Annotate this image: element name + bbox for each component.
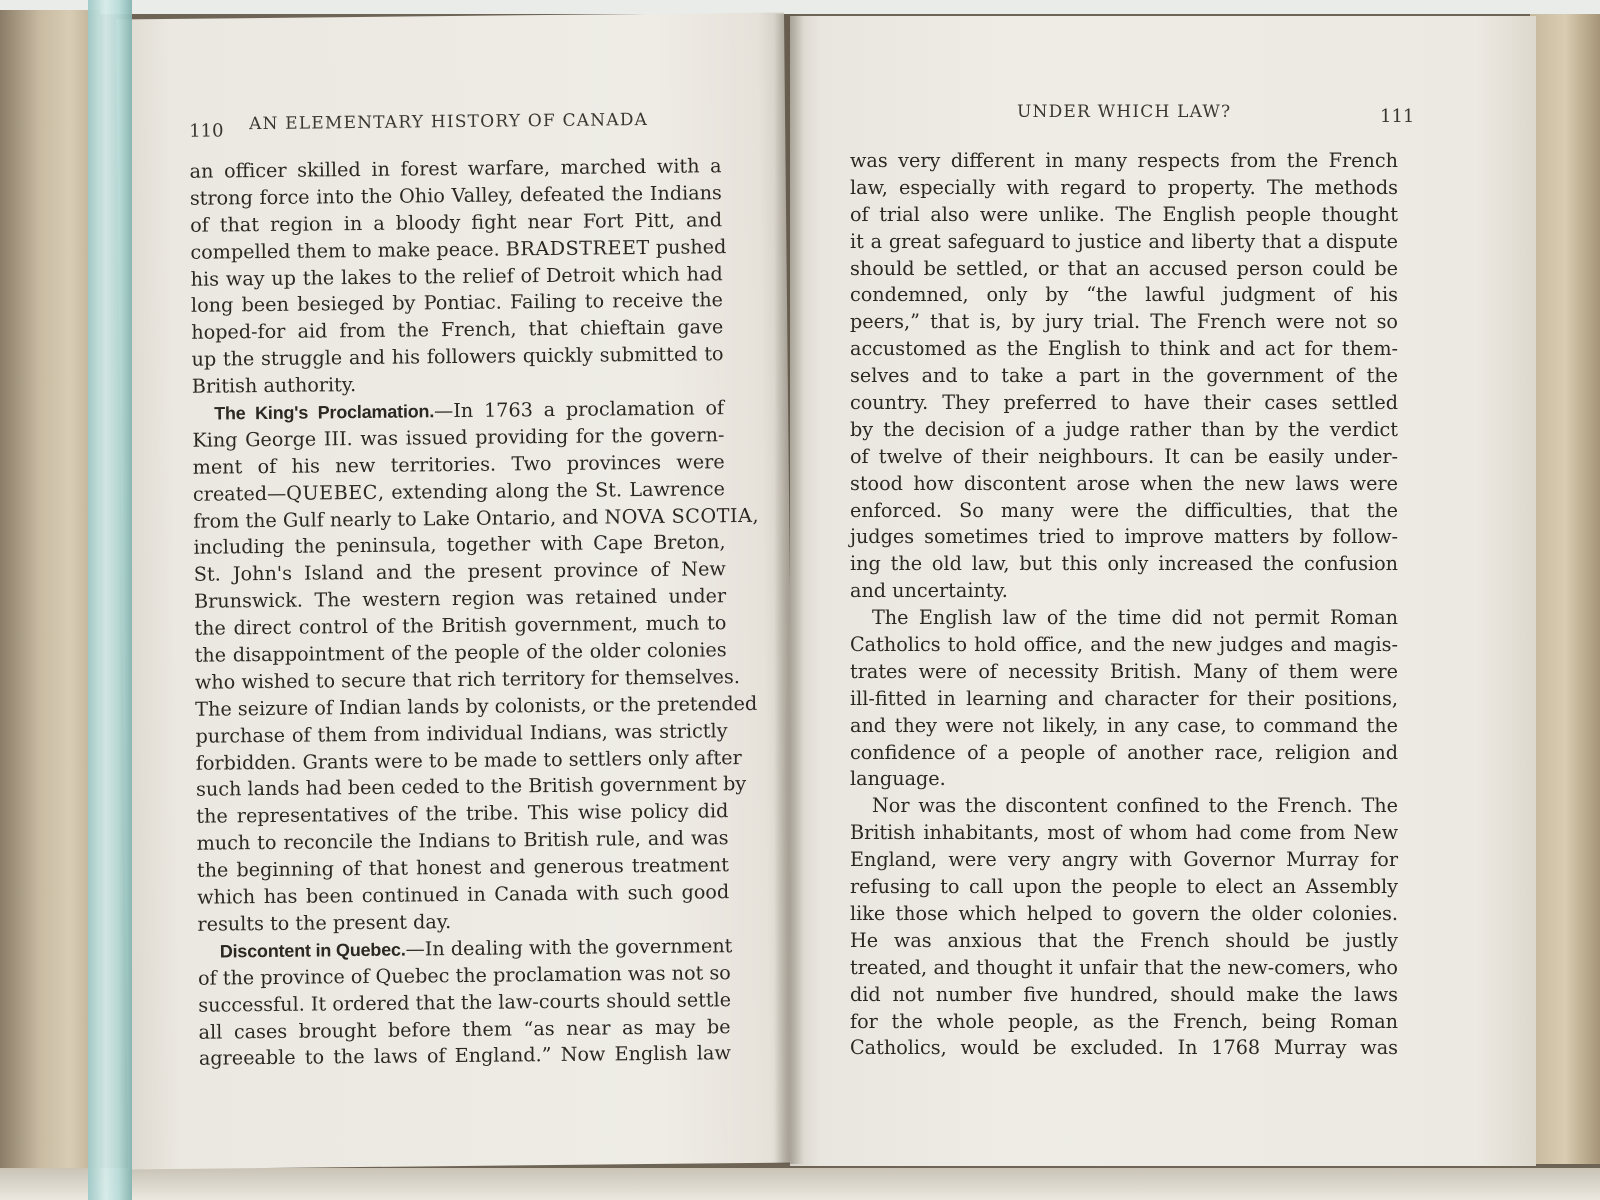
text-line: King George III. was issued providing for the govern-	[192, 423, 725, 452]
text-line: treated, and thought it unfair that the new-comers, who	[850, 955, 1398, 979]
text-line: up the struggle and his followers quickly submitted to	[191, 342, 724, 371]
left-page	[116, 13, 796, 1170]
section-heading: Discontent in Quebec.	[219, 939, 406, 962]
text-line: an officer skilled in forest warfare, marched with a	[189, 154, 722, 183]
text-line: Nor was the discontent confined to the French. The	[872, 794, 1398, 818]
text-line: compelled them to make peace. BRADSTREET pushed	[190, 234, 727, 264]
background-bottom	[0, 1168, 1600, 1200]
text-line: the direct control of the British government, much to	[194, 611, 727, 640]
text-line: and uncertainty.	[850, 579, 1008, 603]
text-line: trates were of necessity British. Many of them were	[850, 659, 1398, 683]
text-line: much to reconcile the Indians to British rule, and was	[196, 826, 729, 855]
text-line: language.	[850, 767, 946, 791]
text-line: which has been continued in Canada with such good	[197, 880, 730, 909]
text-line: the beginning of that honest and generous treatment	[196, 853, 730, 882]
glass-plate-edge	[88, 0, 132, 1200]
text-line: peers,” that is, by jury trial. The French were not so	[850, 310, 1398, 334]
right-page	[790, 16, 1536, 1166]
text-line: by the decision of a judge rather than by the verdict	[850, 417, 1398, 441]
text-line: confidence of a people of another race, religion and	[850, 740, 1398, 764]
text-line: ment of his new territories. Two provinces were	[192, 449, 725, 479]
text-line: was very different in many respects from the French	[850, 149, 1398, 172]
text-line: the disappointment of the people of the older colonies	[194, 638, 727, 667]
text-line: England, were very angry with Governor Murray for	[850, 848, 1398, 872]
text-line: the representatives of the tribe. This wise policy did	[196, 799, 729, 829]
book-edge-right	[1530, 14, 1600, 1164]
text-line: of the province of Quebec the proclamation was not so	[197, 960, 731, 990]
text-line: judges sometimes tried to improve matters by follow-	[850, 525, 1398, 549]
text-line: country. They preferred to have their cases settled	[850, 391, 1398, 415]
text-line: Brunswick. The western region was retained under	[193, 584, 727, 613]
text-line: Catholics, would be excluded. In 1768 Murray was	[850, 1036, 1398, 1060]
text-line: The seizure of Indian lands by colonists, or the pretended	[195, 691, 758, 721]
text-line: who wished to secure that rich territory for themselves.	[194, 664, 741, 694]
text-line: purchase of them from individual Indians, was strictly	[195, 718, 728, 748]
text-line: selves and to take a part in the government of the	[850, 364, 1398, 388]
text-line: like those which helped to govern the older colonies.	[850, 901, 1398, 925]
section-heading: The King's Proclamation.	[214, 401, 435, 424]
left-page-number: 110	[189, 120, 224, 142]
text-line: St. John's Island and the present province of New	[193, 557, 726, 587]
text-line: including the peninsula, together with Cape Breton,	[193, 530, 726, 560]
text-line: stood how discontent arose when the new laws were	[850, 471, 1398, 495]
text-line: such lands had been ceded to the British government by	[195, 772, 747, 802]
text-line: from the Gulf nearly to Lake Ontario, and NOVA SCOTIA,	[193, 503, 759, 533]
text-line: British inhabitants, most of whom had come from New	[850, 821, 1398, 845]
text-line: ill-fitted in learning and character for their positions,	[850, 686, 1398, 710]
text-line: enforced. So many were the difficulties, that the	[850, 498, 1398, 522]
text-line: successful. It ordered that the law-courts should settle	[198, 987, 732, 1017]
text-line: Catholics to hold office, and the new judges and magis-	[850, 633, 1398, 657]
book-edge-left	[0, 10, 100, 1170]
text-line: and they were not likely, in any case, to command the	[850, 713, 1398, 737]
left-running-head: AN ELEMENTARY HISTORY OF CANADA	[248, 109, 649, 135]
right-page-number: 111	[1380, 106, 1415, 127]
left-page-text	[189, 153, 759, 1073]
section-heading-line: The King's Proclamation.—In 1763 a proclamation of	[214, 396, 725, 424]
text-line: forbidden. Grants were to be made to settlers only after	[195, 745, 742, 775]
text-line: did not number five hundred, should make the laws	[850, 982, 1398, 1006]
text-line: accustomed as the English to think and act for them-	[850, 337, 1398, 361]
text-line: of that region in a bloody fight near Fort Pitt, and	[190, 207, 723, 237]
right-running-head: UNDER WHICH LAW?	[1017, 102, 1232, 122]
text-line: results to the present day.	[197, 910, 452, 936]
book-gutter	[774, 14, 804, 1164]
background-top	[0, 0, 1600, 14]
text-line: condemned, only by “the lawful judgment of his	[850, 283, 1398, 307]
text-line: law, especially with regard to property. The methods	[850, 175, 1398, 199]
text-line: of twelve of their neighbours. It can be easily under-	[850, 444, 1398, 468]
text-line: created—QUEBEC, extending along the St. Lawrence	[192, 476, 726, 506]
text-line: all cases brought before them “as near as may be	[198, 1014, 731, 1044]
text-line: strong force into the Ohio Valley, defeated the Indians	[189, 181, 722, 210]
text-line: for the whole people, as the French, being Roman	[850, 1009, 1398, 1033]
text-line: long been besieged by Pontiac. Failing to receive the	[190, 288, 724, 318]
text-line: of trial also were unlike. The English people thought	[850, 202, 1398, 226]
text-line: refusing to call upon the people to elect an Assembly	[850, 875, 1398, 899]
text-line: He was anxious that the French should be justly	[850, 928, 1398, 952]
section-heading-line: Discontent in Quebec.—In dealing with the government	[219, 933, 733, 962]
text-line: hoped-for aid from the French, that chieftain gave	[191, 315, 724, 345]
text-line: it a great safeguard to justice and liberty that a dispute	[850, 229, 1398, 253]
right-page-text	[850, 148, 1398, 1062]
text-line: British authority.	[191, 373, 357, 398]
text-line: ing the old law, but this only increased the confusion	[850, 552, 1398, 576]
text-line: should be settled, or that an accused person could be	[850, 256, 1398, 280]
text-line: agreeable to the laws of England.” Now English law	[198, 1041, 731, 1071]
text-line: The English law of the time did not permit Roman	[872, 606, 1398, 630]
text-line: his way up the lakes to the relief of Detroit which had	[190, 261, 723, 291]
